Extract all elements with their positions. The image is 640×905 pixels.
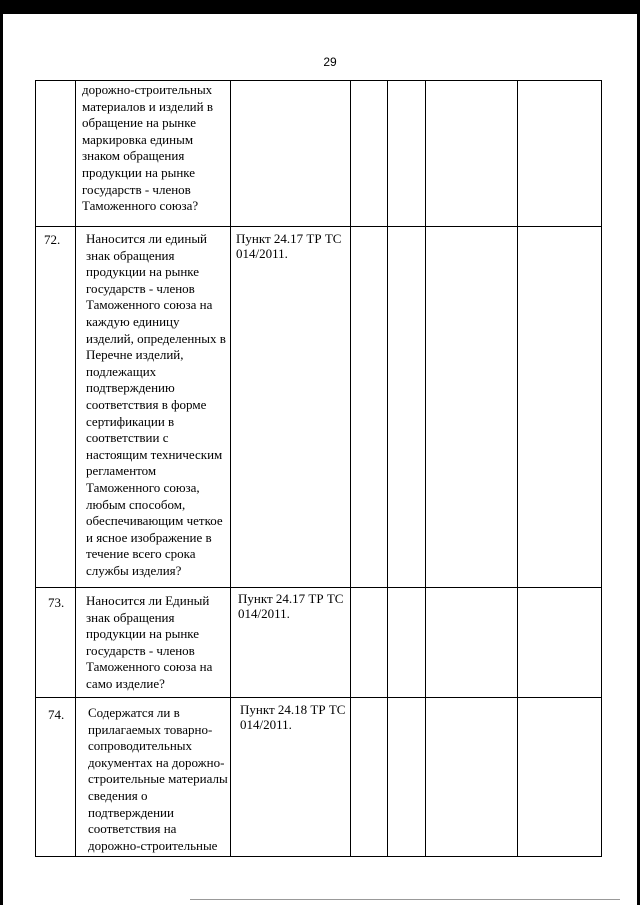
table-border-bottom bbox=[35, 856, 602, 857]
scan-frame-left bbox=[0, 0, 3, 905]
column-divider bbox=[517, 80, 518, 857]
row-number: 72. bbox=[44, 232, 61, 247]
legal-reference: Пункт 24.18 ТР ТС 014/2011. bbox=[240, 702, 346, 732]
requirement-question: Наносится ли Единый знак обращения продукции на рынке государств - членов Таможенного союза на само изделие? bbox=[86, 593, 213, 691]
column-divider bbox=[75, 80, 76, 857]
requirement-question: Содержатся ли в прилагаемых товарно- сопроводительных документах на дорожно- строительные материалы сведения о подтверждении соответствия на дорожно-строительные bbox=[88, 705, 228, 853]
requirement-question: Наносится ли единый знак обращения продукции на рынке государств - членов Таможенного союза на каждую единицу изделий, определенных в Перечне изделий, подлежащих подтверждению соответствия в форме сертификации в соответствии с настоящим техническим регламентом Таможенного союза, любым способом, обеспечивающим четкое и ясное изображение в течение всего срока службы изделия? bbox=[86, 231, 226, 578]
page-number: 29 bbox=[323, 55, 337, 69]
scan-bottom-line bbox=[190, 899, 620, 900]
table-border-top bbox=[35, 80, 602, 81]
row-divider bbox=[35, 697, 602, 698]
row-divider bbox=[35, 226, 602, 227]
scan-frame-top bbox=[0, 0, 640, 14]
column-divider bbox=[350, 80, 351, 857]
table-border-right bbox=[601, 80, 602, 857]
table-border-left bbox=[35, 80, 36, 857]
column-divider bbox=[425, 80, 426, 857]
legal-reference: Пункт 24.17 ТР ТС 014/2011. bbox=[236, 231, 342, 261]
row-number: 73. bbox=[48, 595, 65, 610]
requirement-question: дорожно-строительных материалов и изделий в обращение на рынке маркировка единым знаком обращения продукции на рынке государств - членов Таможенного союза? bbox=[82, 82, 213, 214]
legal-reference: Пункт 24.17 ТР ТС 014/2011. bbox=[238, 591, 344, 621]
row-number: 74. bbox=[48, 707, 65, 722]
row-divider bbox=[35, 587, 602, 588]
column-divider bbox=[387, 80, 388, 857]
